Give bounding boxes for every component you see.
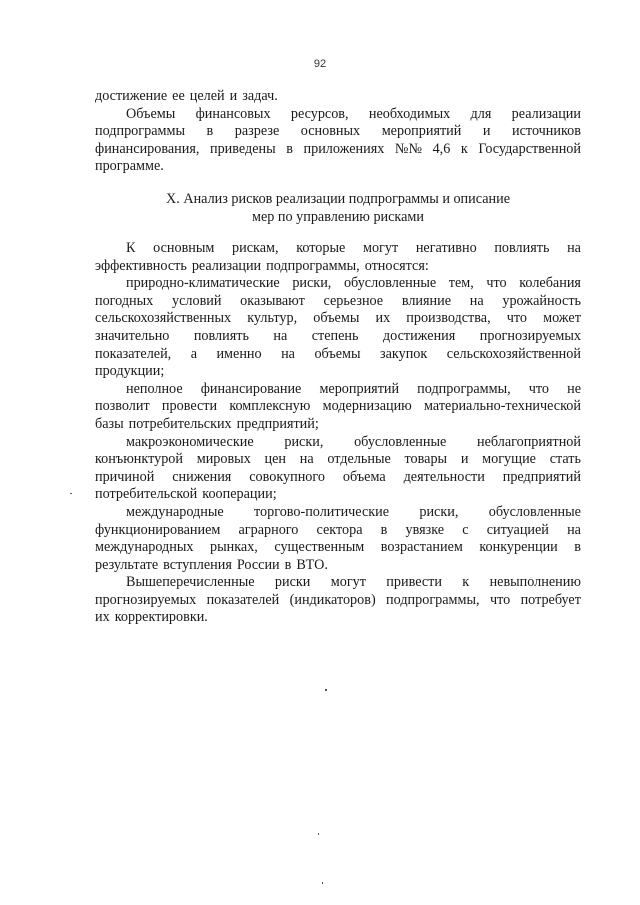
scan-speck bbox=[322, 882, 323, 884]
text-line: прогнозируемых показателей (индикаторов) подпрограммы, что потребует bbox=[95, 591, 581, 608]
text-line: позволит провести комплексную модернизацию материально-технической bbox=[95, 398, 581, 415]
text-line: международных рынках, существенным возрастанием конкуренции в bbox=[95, 539, 581, 556]
text-line: макроэкономические риски, обусловленные неблагоприятной bbox=[126, 433, 581, 450]
text-line: неполное финансирование мероприятий подпрограммы, что не bbox=[126, 380, 581, 397]
text-line: функционированием аграрного сектора в увязке с ситуацией на bbox=[95, 521, 581, 538]
text-line: конъюнктурой мировых цен на отдельные товары и могущие стать bbox=[95, 451, 581, 468]
text-line: международные торгово-политические риски, обусловленные bbox=[126, 503, 581, 520]
text-line: подпрограммы в разрезе основных мероприятий и источников bbox=[95, 123, 581, 140]
text-line: финансирования, приведены в приложениях №№ 4,6 к Государственной bbox=[95, 140, 581, 157]
page-number: 92 bbox=[313, 58, 327, 70]
intro-paragraphs bbox=[95, 88, 581, 176]
text-line: эффективность реализации подпрограммы, относятся: bbox=[95, 257, 429, 274]
scan-speck bbox=[70, 493, 72, 494]
text-line: природно-климатические риски, обусловленные тем, что колебания bbox=[126, 275, 581, 292]
text-line: результате вступления России в ВТО. bbox=[95, 556, 328, 573]
text-line: базы потребительских предприятий; bbox=[95, 415, 319, 432]
text-line: достижение ее целей и задач. bbox=[95, 88, 278, 104]
risks-paragraphs bbox=[95, 240, 581, 627]
scan-speck bbox=[318, 833, 319, 835]
text-line: значительно повлиять на степень достижения прогнозируемых bbox=[95, 327, 581, 344]
text-line: погодных условий оказывают серьезное влияние на урожайность bbox=[95, 292, 581, 309]
text-line: сельскохозяйственных культур, объемы их производства, что может bbox=[95, 310, 581, 327]
text-line: Вышеперечисленные риски могут привести к невыполнению bbox=[126, 574, 581, 591]
section-title-line-1: X. Анализ рисков реализации подпрограммы и описание bbox=[166, 191, 510, 207]
text-line: Объемы финансовых ресурсов, необходимых для реализации bbox=[126, 105, 581, 122]
section-title bbox=[95, 190, 581, 226]
text-line: их корректировки. bbox=[95, 609, 208, 626]
text-line: программе. bbox=[95, 158, 164, 175]
text-line: продукции; bbox=[95, 363, 165, 380]
section-title-line-2: мер по управлению рисками bbox=[252, 209, 424, 225]
text-line: потребительской кооперации; bbox=[95, 486, 277, 503]
text-line: причиной снижения совокупного объема деятельности предприятий bbox=[95, 468, 581, 485]
text-line: К основным рискам, которые могут негативно повлиять на bbox=[126, 240, 581, 256]
scan-speck bbox=[325, 689, 327, 691]
text-line: показателей, а именно на объемы закупок сельскохозяйственной bbox=[95, 345, 581, 362]
